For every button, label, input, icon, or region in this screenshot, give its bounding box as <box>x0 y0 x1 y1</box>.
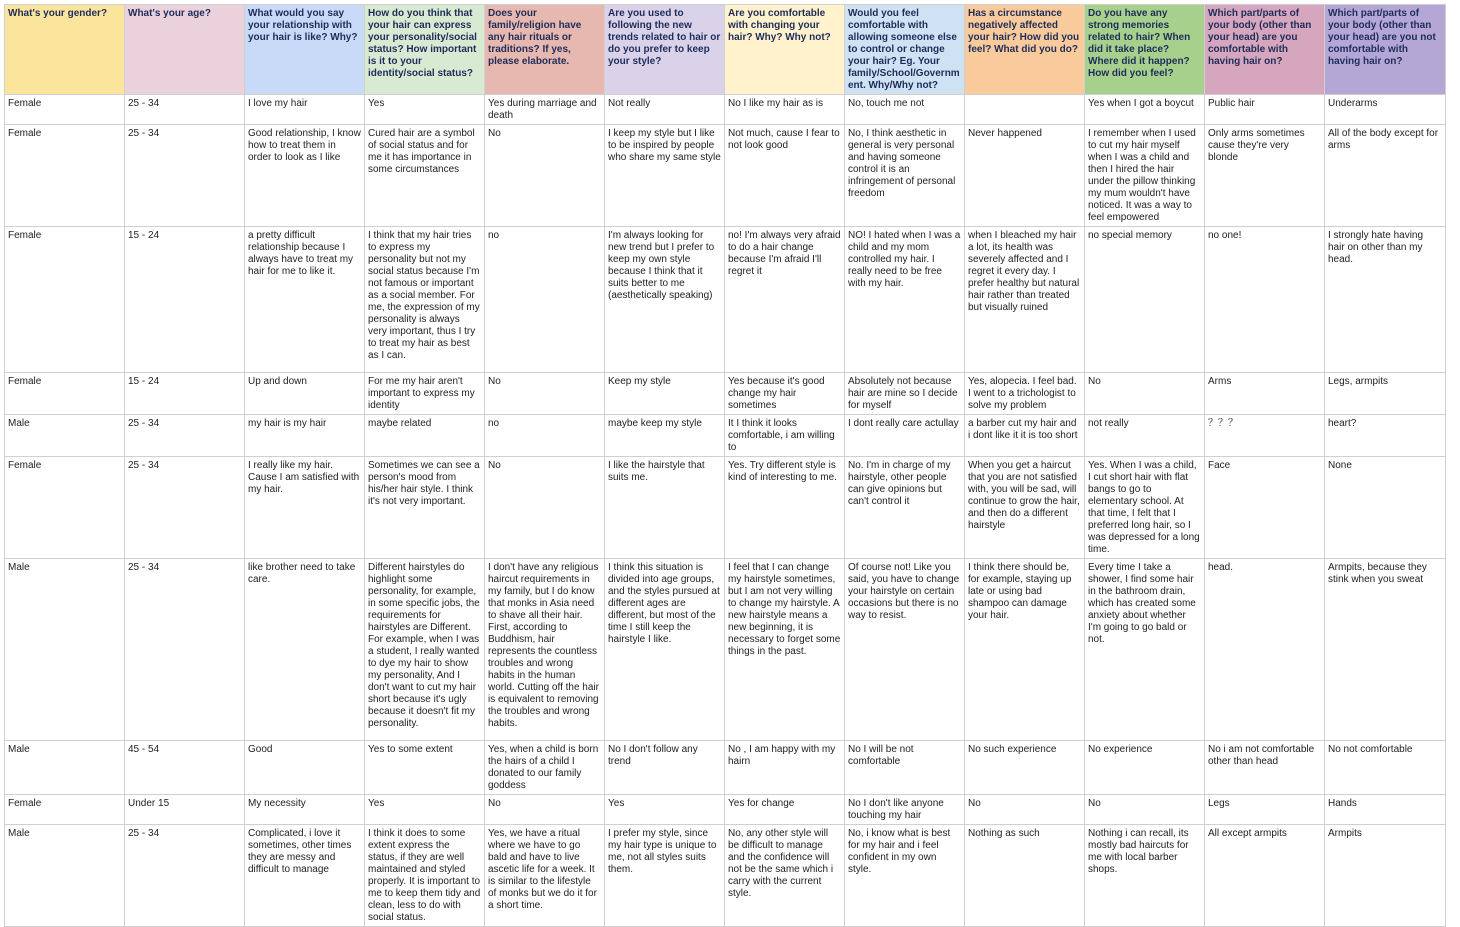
table-row <box>5 795 1446 825</box>
table-cell[interactable]: I remember when I used to cut my hair myself when I was a child and then I hired the hair under the pillow thinking my mum wouldn't have noticed. It was a way to feel empowered <box>1085 125 1205 227</box>
table-cell[interactable]: Face <box>1205 457 1325 559</box>
table-cell[interactable]: 15 - 24 <box>125 227 245 373</box>
column-header[interactable]: What would you say your relationship with your hair is like? Why? <box>245 5 365 95</box>
table-cell[interactable]: No <box>1085 373 1205 415</box>
table-cell[interactable]: Yes, we have a ritual where we have to go bald and have to live ascetic life for a week. It is similar to the lifestyle of monks but we do it for a short time. <box>485 825 605 927</box>
table-cell[interactable]: a barber cut my hair and i dont like it it is too short <box>965 415 1085 457</box>
table-cell[interactable]: NO! I hated when I was a child and my mom controlled my hair. I really need to be free with my hair. <box>845 227 965 373</box>
table-cell[interactable]: I strongly hate having hair on other than my head. <box>1325 227 1446 373</box>
table-cell[interactable]: No <box>965 795 1085 825</box>
table-cell[interactable]: I don't have any religious haircut requirements in my family, but I do know that monks in Asia need to shave all their hair. First, according to Buddhism, hair represents the countless troubles and wrong habits in the human world. Cutting off the hair is equivalent to removing the troubles and wrong habits. <box>485 559 605 741</box>
table-cell[interactable]: not really <box>1085 415 1205 457</box>
table-cell[interactable]: no <box>485 227 605 373</box>
table-cell[interactable]: maybe related <box>365 415 485 457</box>
table-row <box>5 95 1446 125</box>
table-cell[interactable]: Yes. When I was a child, I cut short hair with flat bangs to go to elementary school. At that time, I felt that I preferred long hair, so I was depressed for a long time. <box>1085 457 1205 559</box>
table-cell[interactable]: Never happened <box>965 125 1085 227</box>
table-cell[interactable]: Yes, alopecia. I feel bad. I went to a trichologist to solve my problem <box>965 373 1085 415</box>
table-cell[interactable]: I love my hair <box>245 95 365 125</box>
table-cell[interactable]: my hair is my hair <box>245 415 365 457</box>
table-cell[interactable]: No , I am happy with my hairn <box>725 741 845 795</box>
column-header[interactable]: What's your gender? <box>5 5 125 95</box>
table-cell[interactable]: Male <box>5 415 125 457</box>
table-cell[interactable]: Nothing as such <box>965 825 1085 927</box>
column-header[interactable]: Does your family/religion have any hair rituals or traditions? If yes, please elaborate. <box>485 5 605 95</box>
table-cell[interactable]: Cured hair are a symbol of social status and for me it has importance in some circumstances <box>365 125 485 227</box>
table-cell[interactable]: No I don't follow any trend <box>605 741 725 795</box>
table-cell[interactable]: It I think it looks comfortable, i am willing to <box>725 415 845 457</box>
table-cell[interactable]: No, I think aesthetic in general is very personal and having someone control it is an infringement of personal freedom <box>845 125 965 227</box>
table-cell[interactable]: Female <box>5 95 125 125</box>
column-header[interactable]: Do you have any strong memories related to hair? When did it take place? Where did it happen? How did you feel? <box>1085 5 1205 95</box>
table-cell[interactable]: No <box>485 125 605 227</box>
table-cell[interactable]: Hands <box>1325 795 1446 825</box>
table-cell[interactable]: Male <box>5 741 125 795</box>
table-cell[interactable]: Not much, cause I fear to not look good <box>725 125 845 227</box>
table-cell[interactable]: I think there should be, for example, staying up late or using bad shampoo can damage your hair. <box>965 559 1085 741</box>
column-header[interactable]: What's your age? <box>125 5 245 95</box>
table-cell[interactable]: Legs, armpits <box>1325 373 1446 415</box>
table-cell[interactable]: No such experience <box>965 741 1085 795</box>
table-cell[interactable]: I feel that I can change my hairstyle sometimes, but I am not very willing to change my hairstyle. A new hairstyle means a new beginning, it is necessary to forget some things in the past. <box>725 559 845 741</box>
table-row <box>5 227 1446 373</box>
column-header[interactable]: Would you feel comfortable with allowing someone else to control or change your hair? Eg. Your family/School/Government. Why/Why not? <box>845 5 965 95</box>
table-cell[interactable]: When you get a haircut that you are not satisfied with, you will be sad, will continue to grow the hair, and then do a different hairstyle <box>965 457 1085 559</box>
table-cell[interactable]: Absolutely not because hair are mine so I decide for myself <box>845 373 965 415</box>
table-cell[interactable]: Yes. Try different style is kind of interesting to me. <box>725 457 845 559</box>
table-cell[interactable]: No <box>485 373 605 415</box>
column-header[interactable]: Which part/parts of your body (other than your head) are you comfortable with having hair on? <box>1205 5 1325 95</box>
table-cell[interactable]: No <box>485 457 605 559</box>
table-cell[interactable]: no <box>485 415 605 457</box>
table-cell[interactable] <box>965 95 1085 125</box>
table-cell[interactable]: Yes <box>365 95 485 125</box>
table-cell[interactable]: I keep my style but I like to be inspired by people who share my same style <box>605 125 725 227</box>
table-cell[interactable]: I like the hairstyle that suits me. <box>605 457 725 559</box>
table-row <box>5 825 1446 927</box>
table-row <box>5 373 1446 415</box>
table-cell[interactable]: Yes to some extent <box>365 741 485 795</box>
table-cell[interactable]: Armpits, because they stink when you sweat <box>1325 559 1446 741</box>
table-cell[interactable]: No I don't like anyone touching my hair <box>845 795 965 825</box>
table-cell[interactable]: 25 - 34 <box>125 415 245 457</box>
table-cell[interactable]: ？？？ <box>1205 415 1325 457</box>
table-row <box>5 415 1446 457</box>
table-row <box>5 559 1446 741</box>
table-cell[interactable]: Arms <box>1205 373 1325 415</box>
table-cell[interactable]: My necessity <box>245 795 365 825</box>
table-cell[interactable]: Legs <box>1205 795 1325 825</box>
table-cell[interactable]: Female <box>5 795 125 825</box>
table-cell[interactable]: No I like my hair as is <box>725 95 845 125</box>
table-cell[interactable]: head. <box>1205 559 1325 741</box>
column-header[interactable]: How do you think that your hair can express your personality/social status? How important is it to your identity/social status? <box>365 5 485 95</box>
table-cell[interactable]: Yes for change <box>725 795 845 825</box>
table-cell[interactable]: Sometimes we can see a person's mood from his/her hair style. I think it's not very important. <box>365 457 485 559</box>
header-row <box>5 5 1446 95</box>
table-cell[interactable]: Under 15 <box>125 795 245 825</box>
table-cell[interactable]: Keep my style <box>605 373 725 415</box>
table-cell[interactable]: No <box>1085 795 1205 825</box>
table-cell[interactable]: no! I'm always very afraid to do a hair change because I'm afraid I'll regret it <box>725 227 845 373</box>
table-cell[interactable]: I dont really care actullay <box>845 415 965 457</box>
column-header[interactable]: Are you used to following the new trends related to hair or do you prefer to keep your style? <box>605 5 725 95</box>
table-cell[interactable]: 25 - 34 <box>125 457 245 559</box>
table-cell[interactable]: Good <box>245 741 365 795</box>
table-cell[interactable]: No I will be not comfortable <box>845 741 965 795</box>
table-cell[interactable]: None <box>1325 457 1446 559</box>
table-cell[interactable]: I think this situation is divided into age groups, and the styles pursued at different ages are different, but most of the time I still keep the hairstyle I like. <box>605 559 725 741</box>
table-cell[interactable]: Yes <box>365 795 485 825</box>
table-cell[interactable]: when I bleached my hair a lot, its health was severely affected and I regret it every day. I prefer healthy but natural hair rather than treated but visually ruined <box>965 227 1085 373</box>
table-cell[interactable]: Good relationship, I know how to treat them in order to look as I like <box>245 125 365 227</box>
table-cell[interactable]: I think that my hair tries to express my personality but not my social status because I'm not famous or important as a social member. For me, the expression of my personality is always very important, thus I try to treat my hair as best as I can. <box>365 227 485 373</box>
table-cell[interactable]: Armpits <box>1325 825 1446 927</box>
table-cell[interactable]: No i am not comfortable other than head <box>1205 741 1325 795</box>
table-cell[interactable]: No not comfortable <box>1325 741 1446 795</box>
table-cell[interactable]: Of course not! Like you said, you have to change your hairstyle on certain occasions but there is no way to resist. <box>845 559 965 741</box>
table-cell[interactable]: Female <box>5 227 125 373</box>
table-cell[interactable]: a pretty difficult relationship because I always have to treat my hair for me to like it. <box>245 227 365 373</box>
table-cell[interactable]: Complicated, i love it sometimes, other times they are messy and difficult to manage <box>245 825 365 927</box>
table-cell[interactable]: Yes, when a child is born the hairs of a child I donated to our family goddess <box>485 741 605 795</box>
table-cell[interactable]: 25 - 34 <box>125 825 245 927</box>
table-cell[interactable]: Nothing i can recall, its mostly bad haircuts for me with local barber shops. <box>1085 825 1205 927</box>
table-cell[interactable]: No, touch me not <box>845 95 965 125</box>
table-cell[interactable]: Yes because it's good change my hair sometimes <box>725 373 845 415</box>
table-cell[interactable]: no one! <box>1205 227 1325 373</box>
table-cell[interactable]: Different hairstyles do highlight some personality, for example, in some specific jobs, the requirements for hairstyles are Different. For example, when I was a student, I really wanted to dye my hair to show my personality, And I don't want to cut my hair short because it's ugly because it doesn't fit my personality. <box>365 559 485 741</box>
table-cell[interactable]: no special memory <box>1085 227 1205 373</box>
table-row <box>5 125 1446 227</box>
table-row <box>5 741 1446 795</box>
table-cell[interactable]: Male <box>5 559 125 741</box>
table-cell[interactable]: Underarms <box>1325 95 1446 125</box>
table-cell[interactable]: All of the body except for arms <box>1325 125 1446 227</box>
table-cell[interactable]: Yes <box>605 795 725 825</box>
column-header[interactable]: Which part/parts of your body (other than your head) are you not comfortable with having hair on? <box>1325 5 1446 95</box>
table-cell[interactable]: 25 - 34 <box>125 559 245 741</box>
table-cell[interactable]: Public hair <box>1205 95 1325 125</box>
survey-spreadsheet <box>4 4 1446 927</box>
table-cell[interactable]: Not really <box>605 95 725 125</box>
column-header[interactable]: Are you comfortable with changing your hair? Why? Why not? <box>725 5 845 95</box>
column-header[interactable]: Has a circumstance negatively affected your hair? How did you feel? What did you do? <box>965 5 1085 95</box>
table-cell[interactable]: No, i know what is best for my hair and i feel confident in my own style. <box>845 825 965 927</box>
response-rows <box>5 95 1446 927</box>
table-cell[interactable]: Female <box>5 457 125 559</box>
table-cell[interactable]: Up and down <box>245 373 365 415</box>
table-cell[interactable]: I think it does to some extent express the status, if they are well maintained and styled properly. It is important to me to keep them tidy and clean, less to do with social status. <box>365 825 485 927</box>
table-cell[interactable]: No <box>485 795 605 825</box>
table-cell[interactable]: Male <box>5 825 125 927</box>
table-cell[interactable]: For me my hair aren't important to express my identity <box>365 373 485 415</box>
table-cell[interactable]: I prefer my style, since my hair type is unique to me, not all styles suits them. <box>605 825 725 927</box>
table-cell[interactable]: 25 - 34 <box>125 95 245 125</box>
table-cell[interactable]: Only arms sometimes cause they're very blonde <box>1205 125 1325 227</box>
table-cell[interactable]: 45 - 54 <box>125 741 245 795</box>
table-cell[interactable]: No experience <box>1085 741 1205 795</box>
table-cell[interactable]: Female <box>5 373 125 415</box>
table-cell[interactable]: like brother need to take care. <box>245 559 365 741</box>
table-cell[interactable]: Every time I take a shower, I find some hair in the bathroom drain, which has created some anxiety about whether I'm going to go bald or not. <box>1085 559 1205 741</box>
table-cell[interactable]: Yes when I got a boycut <box>1085 95 1205 125</box>
table-cell[interactable]: No, any other style will be difficult to manage and the confidence will not be the same which i carry with the current style. <box>725 825 845 927</box>
table-cell[interactable]: Yes during marriage and death <box>485 95 605 125</box>
table-cell[interactable]: I'm always looking for new trend but I prefer to keep my own style because I think that it suits better to me (aesthetically speaking) <box>605 227 725 373</box>
table-cell[interactable]: All except armpits <box>1205 825 1325 927</box>
table-cell[interactable]: 15 - 24 <box>125 373 245 415</box>
table-cell[interactable]: heart? <box>1325 415 1446 457</box>
table-row <box>5 457 1446 559</box>
table-cell[interactable]: maybe keep my style <box>605 415 725 457</box>
table-cell[interactable]: I really like my hair. Cause I am satisfied with my hair. <box>245 457 365 559</box>
table-cell[interactable]: No. I'm in charge of my hairstyle, other people can give opinions but can't control it <box>845 457 965 559</box>
table-cell[interactable]: 25 - 34 <box>125 125 245 227</box>
table-cell[interactable]: Female <box>5 125 125 227</box>
